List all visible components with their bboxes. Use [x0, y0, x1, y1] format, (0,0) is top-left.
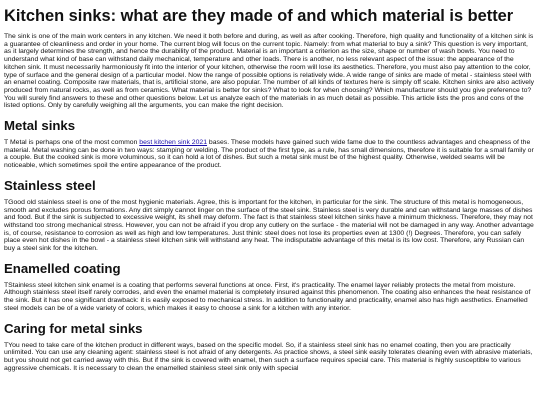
- section-paragraph-metal-sinks: [4, 139, 534, 170]
- section-paragraph-stainless-steel: TGood old stainless steel is one of the most hygienic materials. Agree, this is important for the kitchen, in particular for the sink. The structure of this metal is homogeneous, smooth and excludes porous formations. Any dirt simply cannot linger on the surface of the steel sink. Stainless steel is very durable and can withstand large masses of dishes and food. But if the sink is subjected to excessive weight, its shell may deform. The fact is that stainless steel kitchen sinks have a minimum thickness. Therefore, they may not withstand too strong mechanical stress. However, you can not be afraid if you drop any cutlery on the surface - the material will not be damaged in any way. Another advantage is, of course, resistance to corrosion as well as high and low temperatures. Just think: steel does not lose its properties even at 1300 (!) Degrees. Therefore, you can safely place even hot dishes in the bowl - a stainless steel kitchen sink will withstand any heat. The indisputable advantage of this metal is its low cost. Therefore, any Russian can buy a steel sink for the kitchen.: [4, 198, 534, 253]
- section-heading-stainless-steel: Stainless steel: [4, 177, 96, 193]
- best-kitchen-sink-link[interactable]: best kitchen sink 2021: [139, 139, 208, 147]
- metal-sinks-text-start: T Metal is perhaps one of the most common: [4, 139, 140, 147]
- metal-sinks-text-end: bases. These models have gained such wide fame due to the countless advantages and cheapness of the material. Metal washing can be done in two ways: stamping or welding. The product of the first type, as a rule, has small dimensions, therefore it is suitable for a small family or a couple. But the cooked sink is more voluminous, so it can hold a lot of dishes. But such a metal sink must be of the highest quality. Otherwise, welded seams will be noticeable, which sometimes spoil the entire appearance of the product.: [4, 139, 534, 170]
- section-heading-enamelled-coating: Enamelled coating: [4, 260, 121, 276]
- section-heading-caring-metal-sinks: Caring for metal sinks: [4, 320, 143, 336]
- section-paragraph-caring-metal-sinks: TYou need to take care of the kitchen product in different ways, based on the specific model. So, if a stainless steel sink has no enamel coating, then you are practically unlimited. You can use any cleaning agent: stainless steel is not afraid of any detergents. As practice shows, a steel sink easily tolerates cleaning even with abrasive materials, but you should not get carried away with this. But if the sink is covered with enamel, then such a surface requires special care. This material is highly susceptible to various aggressive chemicals. It is necessary to clean the enamelled stainless steel sink only with special: [4, 341, 533, 372]
- section-stainless-steel: [4, 178, 534, 253]
- section-paragraph-enamelled-coating: TStainless steel kitchen sink enamel is a coating that performs several functions at once. First, it's practicality. The enamel layer reliably protects the metal from moisture. Although stainless steel itself rarely corrodes, and even the enamel material is completely insured against this phenomenon. The coating also enhances the heat resistance of the sink. But it has one significant drawback: it is easily exposed to mechanical stress. In addition to functionality and practicality, enamel also has high aesthetics. Enamelled steel models can be of a wide variety of colors, which makes it easy to choose a sink for a kitchen with any interior.: [4, 281, 531, 312]
- section-heading-metal-sinks: Metal sinks: [4, 118, 76, 134]
- page-title: Kitchen sinks: what are they made of and which material is better: [4, 7, 514, 25]
- intro-paragraph: The sink is one of the main work centers in any kitchen. We need it both before and during, as well as after cooking. Therefore, high quality and functionality of a kitchen sink is a guarantee of cleanliness and order in your home. The current blog will focus on the current topic. Namely: from what material to buy a sink? This question is very important, as it largely determines the strength, and hence the durability of the product. Material is an important a criterion as the size, shape or number of wash bowls. You need to understand what kind of base can withstand daily mechanical, temperature and other loads. There is another, no less relevant aspect of the issue: the appearance of the kitchen sink. It must necessarily harmoniously fit into the interior of your kitchen, otherwise the room will lose its aesthetics. Therefore, you must also pay attention to the color, type of surface and the general design of a particular model. Now the range of possible options is relatively wide. A wide range of sinks are made of metal - stainless steel with an enamel coating. Composite raw materials, that is, artificial stone, are also popular. The number of all kinds of textures here is simply off scale. Kitchen sinks are also actively produced from natural rocks, as well as from ceramics. What material is better for sinks? What to look for when choosing? Which manufacturer should you give preference to? You will surely find answers to these and other questions below. Let us analyze each of the materials in as much detail as possible. This article lists the pros and cons of the listed options. Only by carefully weighing all the arguments, you can make the right decision.: [4, 33, 535, 110]
- section-metal-sinks: [4, 118, 534, 170]
- section-enamelled-coating: [4, 261, 534, 313]
- section-caring-metal-sinks: [4, 321, 534, 373]
